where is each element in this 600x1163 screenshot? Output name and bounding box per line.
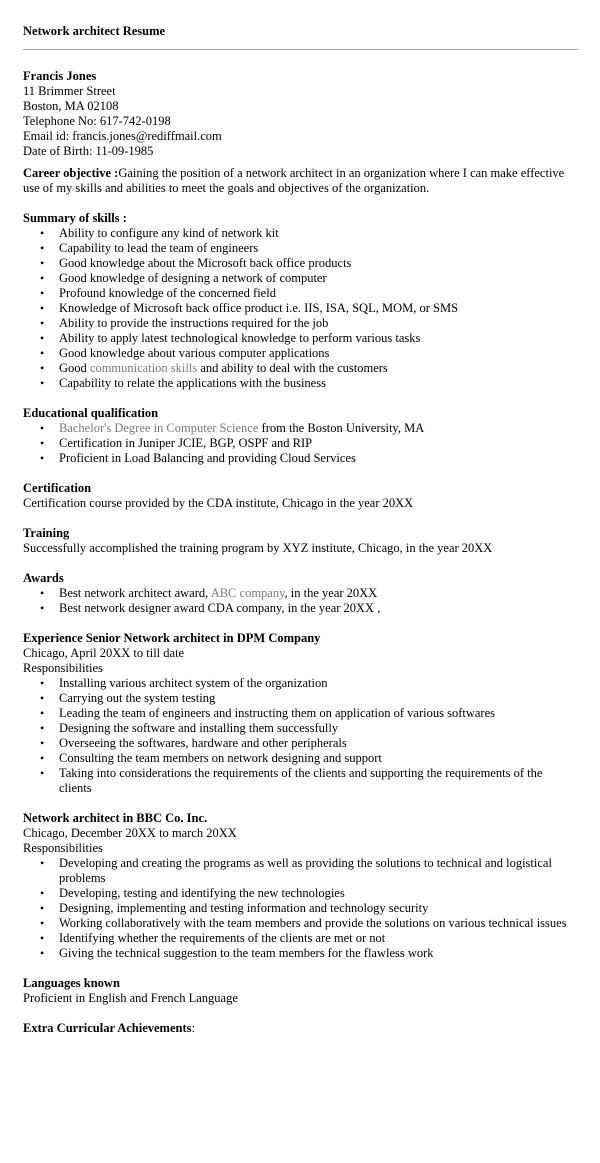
objective-label: Career objective : bbox=[23, 166, 119, 180]
languages-section bbox=[23, 976, 578, 1006]
degree-suffix: from the Boston University, MA bbox=[258, 421, 425, 435]
list-item: • Good knowledge about various computer applications bbox=[23, 346, 578, 361]
degree-link[interactable]: Bachelor's Degree in Computer Science bbox=[59, 421, 259, 435]
contact-block bbox=[23, 69, 578, 159]
list-item: • Good knowledge about the Microsoft back office products bbox=[23, 256, 578, 271]
list-item: • Consulting the team members on network designing and support bbox=[23, 751, 578, 766]
education-list bbox=[23, 421, 578, 466]
education-section bbox=[23, 406, 578, 466]
list-item: • Ability to configure any kind of network kit bbox=[23, 226, 578, 241]
languages-text: Proficient in English and French Language bbox=[23, 991, 238, 1005]
comm-prefix: Good bbox=[59, 361, 90, 375]
training-section bbox=[23, 526, 578, 556]
list-item: • Developing, testing and identifying the new technologies bbox=[23, 886, 578, 901]
education-heading: Educational qualification bbox=[23, 406, 159, 420]
list-item: • Taking into considerations the requirements of the clients and supporting the requirements of the clients bbox=[23, 766, 578, 796]
list-item: • Overseeing the softwares, hardware and other peripherals bbox=[23, 736, 578, 751]
list-item: • Identifying whether the requirements of the clients are met or not bbox=[23, 931, 578, 946]
list-item: • Designing, implementing and testing information and technology security bbox=[23, 901, 578, 916]
extra-colon: : bbox=[191, 1021, 195, 1035]
certification-section bbox=[23, 481, 578, 511]
awards-section bbox=[23, 571, 578, 616]
list-item: • Proficient in Load Balancing and providing Cloud Services bbox=[23, 451, 578, 466]
award1-prefix: Best network architect award, bbox=[59, 586, 211, 600]
list-item bbox=[23, 361, 578, 376]
candidate-name: Francis Jones bbox=[23, 69, 97, 83]
experience-bbc-section bbox=[23, 811, 578, 961]
skills-section bbox=[23, 211, 578, 391]
training-heading: Training bbox=[23, 526, 70, 540]
list-item: • Ability to apply latest technological knowledge to perform various tasks bbox=[23, 331, 578, 346]
telephone: Telephone No: 617-742-0198 bbox=[23, 114, 171, 128]
skills-heading: Summary of skills : bbox=[23, 211, 127, 225]
extra-heading: Extra Curricular Achievements bbox=[23, 1021, 192, 1035]
abc-company-link[interactable]: ABC company bbox=[210, 586, 285, 600]
experience-dpm-section bbox=[23, 631, 578, 796]
list-item: • Capability to relate the applications with the business bbox=[23, 376, 578, 391]
awards-list bbox=[23, 586, 578, 616]
experience1-location: Chicago, April 20XX to till date bbox=[23, 646, 185, 660]
list-item: • Developing and creating the programs as well as providing the solutions to technical and logistical problems bbox=[23, 856, 578, 886]
list-item: • Capability to lead the team of engineers bbox=[23, 241, 578, 256]
address-city: Boston, MA 02108 bbox=[23, 99, 119, 113]
awards-heading: Awards bbox=[23, 571, 64, 585]
email: Email id: francis.jones@rediffmail.com bbox=[23, 129, 222, 143]
experience2-resp-label: Responsibilities bbox=[23, 841, 103, 855]
training-text: Successfully accomplished the training program by XYZ institute, Chicago, in the year 20XX bbox=[23, 541, 493, 555]
extra-curricular-section bbox=[23, 1021, 578, 1036]
experience2-heading: Network architect in BBC Co. Inc. bbox=[23, 811, 208, 825]
career-objective bbox=[23, 166, 578, 196]
list-item: • Ability to provide the instructions required for the job bbox=[23, 316, 578, 331]
experience1-resp-label: Responsibilities bbox=[23, 661, 103, 675]
experience2-list bbox=[23, 856, 578, 961]
list-item: • Giving the technical suggestion to the team members for the flawless work bbox=[23, 946, 578, 961]
experience2-location: Chicago, December 20XX to march 20XX bbox=[23, 826, 237, 840]
list-item: • Certification in Juniper JCIE, BGP, OSPF and RIP bbox=[23, 436, 578, 451]
experience1-list bbox=[23, 676, 578, 796]
languages-heading: Languages known bbox=[23, 976, 120, 990]
document-title: Network architect Resume bbox=[23, 24, 166, 38]
list-item: • Knowledge of Microsoft back office product i.e. IIS, ISA, SQL, MOM, or SMS bbox=[23, 301, 578, 316]
award1-suffix: , in the year 20XX bbox=[284, 586, 378, 600]
list-item: • Leading the team of engineers and instructing them on application of various softwares bbox=[23, 706, 578, 721]
list-item bbox=[23, 586, 578, 601]
certification-text: Certification course provided by the CDA institute, Chicago in the year 20XX bbox=[23, 496, 414, 510]
certification-heading: Certification bbox=[23, 481, 92, 495]
list-item: • Installing various architect system of the organization bbox=[23, 676, 578, 691]
date-of-birth: Date of Birth: 11-09-1985 bbox=[23, 144, 154, 158]
experience1-heading: Experience Senior Network architect in DPM Company bbox=[23, 631, 321, 645]
list-item: • Carrying out the system testing bbox=[23, 691, 578, 706]
list-item: • Designing the software and installing them successfully bbox=[23, 721, 578, 736]
skills-list bbox=[23, 226, 578, 391]
title-divider bbox=[23, 49, 578, 50]
list-item: • Best network designer award CDA company, in the year 20XX , bbox=[23, 601, 578, 616]
list-item bbox=[23, 421, 578, 436]
comm-suffix: and ability to deal with the customers bbox=[197, 361, 388, 375]
communication-skills-link[interactable]: communication skills bbox=[89, 361, 198, 375]
address-street: 11 Brimmer Street bbox=[23, 84, 116, 98]
list-item: • Working collaboratively with the team members and provide the solutions on various technical issues bbox=[23, 916, 578, 931]
objective-text: Gaining the position of a network architect in an organization where I can make effective use of my skills and abilities to meet the goals and objectives of the organization. bbox=[23, 166, 565, 195]
resume-page bbox=[23, 24, 578, 1036]
list-item: • Profound knowledge of the concerned field bbox=[23, 286, 578, 301]
list-item: • Good knowledge of designing a network of computer bbox=[23, 271, 578, 286]
